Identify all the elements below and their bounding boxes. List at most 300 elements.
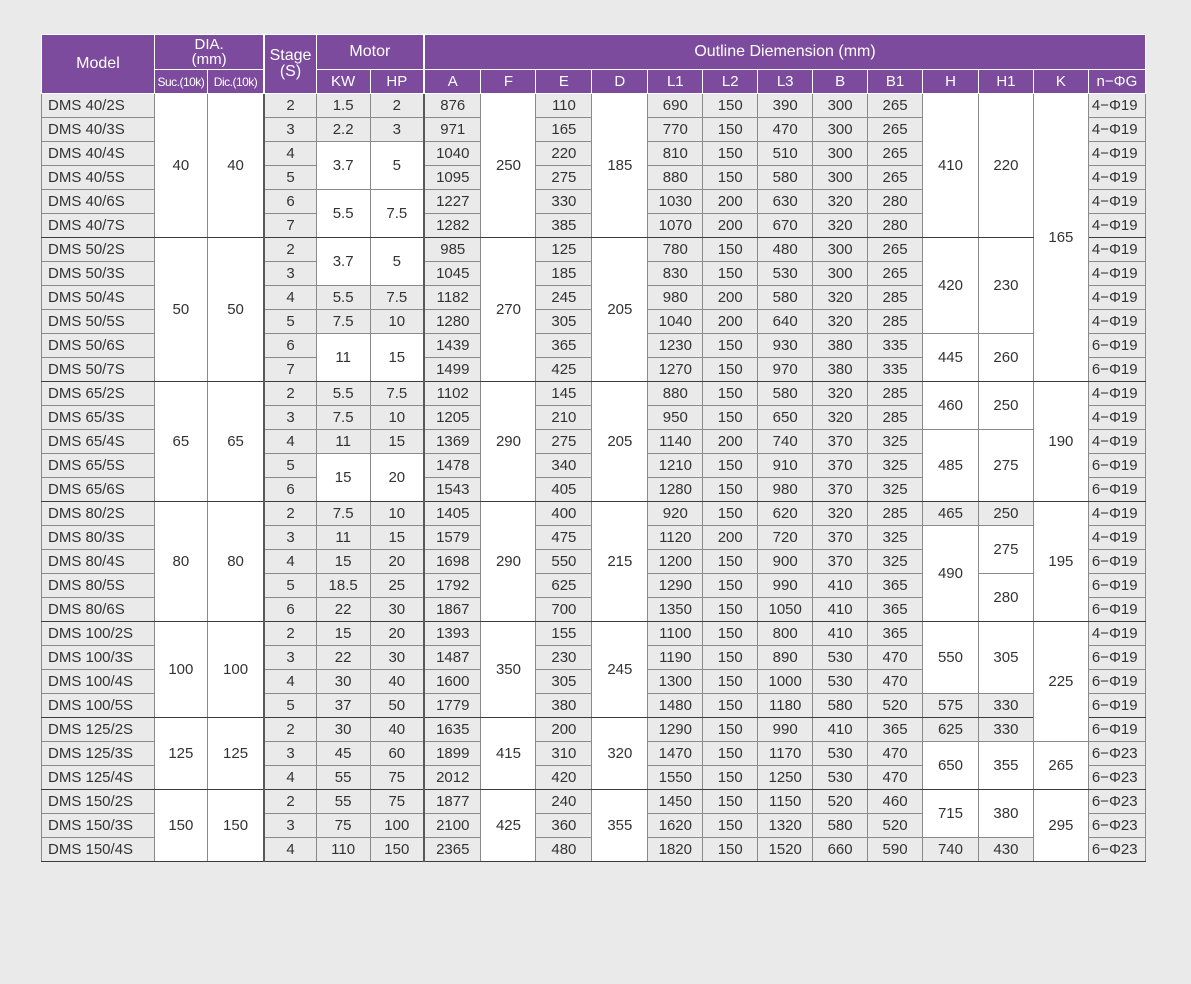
cell-l1: 1120 <box>648 526 703 550</box>
dia-header-line2: (mm) <box>191 51 227 68</box>
cell-l3: 480 <box>758 238 813 262</box>
cell-kw: 7.5 <box>316 406 370 430</box>
cell-l2: 200 <box>703 310 758 334</box>
cell-l3: 510 <box>758 142 813 166</box>
spec-table <box>41 34 1146 862</box>
cell-b: 370 <box>813 550 868 574</box>
cell-model: DMS 125/4S <box>42 766 155 790</box>
cell-b: 370 <box>813 454 868 478</box>
cell-l3: 650 <box>758 406 813 430</box>
cell-dic: 80 <box>207 502 264 622</box>
cell-b1: 470 <box>868 742 923 766</box>
cell-n-g: 6−Φ23 <box>1088 766 1145 790</box>
cell-h1: 220 <box>978 94 1033 238</box>
cell-model: DMS 50/2S <box>42 238 155 262</box>
cell-l3: 930 <box>758 334 813 358</box>
cell-l2: 150 <box>703 694 758 718</box>
cell-d: 205 <box>592 238 648 382</box>
cell-hp: 50 <box>370 694 424 718</box>
cell-e: 305 <box>536 670 592 694</box>
cell-n-g: 6−Φ23 <box>1088 838 1145 862</box>
cell-b1: 325 <box>868 526 923 550</box>
cell-model: DMS 40/7S <box>42 214 155 238</box>
cell-hp: 5 <box>370 238 424 286</box>
cell-l1: 1450 <box>648 790 703 814</box>
cell-b1: 265 <box>868 94 923 118</box>
cell-b: 320 <box>813 406 868 430</box>
cell-hp: 10 <box>370 310 424 334</box>
cell-e: 155 <box>536 622 592 646</box>
col-header-l3: L3 <box>758 70 813 94</box>
cell-k: 265 <box>1033 742 1088 790</box>
col-header-l1: L1 <box>648 70 703 94</box>
cell-dic: 40 <box>207 94 264 238</box>
cell-model: DMS 80/4S <box>42 550 155 574</box>
cell-e: 110 <box>536 94 592 118</box>
cell-kw: 5.5 <box>316 286 370 310</box>
dia-header <box>154 35 264 70</box>
cell-a: 1205 <box>424 406 481 430</box>
cell-model: DMS 40/5S <box>42 166 155 190</box>
cell-n-g: 4−Φ19 <box>1088 430 1145 454</box>
cell-kw: 55 <box>316 790 370 814</box>
cell-l1: 1280 <box>648 478 703 502</box>
cell-b: 300 <box>813 142 868 166</box>
cell-hp: 30 <box>370 598 424 622</box>
cell-e: 240 <box>536 790 592 814</box>
cell-stage: 3 <box>264 646 316 670</box>
cell-n-g: 4−Φ19 <box>1088 166 1145 190</box>
cell-e: 340 <box>536 454 592 478</box>
cell-a: 1182 <box>424 286 481 310</box>
cell-b: 530 <box>813 766 868 790</box>
cell-l1: 810 <box>648 142 703 166</box>
cell-stage: 3 <box>264 406 316 430</box>
cell-dic: 125 <box>207 718 264 790</box>
cell-h: 715 <box>923 790 979 838</box>
cell-kw: 75 <box>316 814 370 838</box>
cell-b: 320 <box>813 310 868 334</box>
cell-k: 195 <box>1033 502 1088 622</box>
cell-n-g: 6−Φ19 <box>1088 670 1145 694</box>
cell-kw: 2.2 <box>316 118 370 142</box>
cell-n-g: 6−Φ23 <box>1088 742 1145 766</box>
cell-h1: 280 <box>978 574 1033 622</box>
table-row <box>42 718 1146 742</box>
cell-model: DMS 40/6S <box>42 190 155 214</box>
cell-a: 1698 <box>424 550 481 574</box>
cell-b1: 365 <box>868 622 923 646</box>
cell-b: 370 <box>813 478 868 502</box>
cell-hp: 3 <box>370 118 424 142</box>
cell-model: DMS 65/2S <box>42 382 155 406</box>
cell-l1: 1100 <box>648 622 703 646</box>
cell-n-g: 4−Φ19 <box>1088 214 1145 238</box>
cell-b1: 265 <box>868 238 923 262</box>
cell-e: 230 <box>536 646 592 670</box>
cell-l2: 150 <box>703 454 758 478</box>
cell-n-g: 6−Φ19 <box>1088 454 1145 478</box>
cell-b1: 520 <box>868 814 923 838</box>
cell-n-g: 6−Φ19 <box>1088 358 1145 382</box>
cell-l1: 1350 <box>648 598 703 622</box>
cell-kw: 22 <box>316 646 370 670</box>
cell-hp: 15 <box>370 430 424 454</box>
col-header-h: H <box>923 70 979 94</box>
col-header-d: D <box>592 70 648 94</box>
cell-l3: 740 <box>758 430 813 454</box>
cell-l1: 1140 <box>648 430 703 454</box>
cell-h: 550 <box>923 622 979 694</box>
stage-header <box>264 35 316 94</box>
suc-header: Suc.(10k) <box>154 70 207 94</box>
cell-b: 530 <box>813 742 868 766</box>
cell-h1: 260 <box>978 334 1033 382</box>
table-row <box>42 94 1146 118</box>
cell-e: 200 <box>536 718 592 742</box>
cell-n-g: 6−Φ19 <box>1088 598 1145 622</box>
cell-h: 410 <box>923 94 979 238</box>
cell-h1: 250 <box>978 382 1033 430</box>
table-row <box>42 502 1146 526</box>
cell-stage: 5 <box>264 574 316 598</box>
cell-e: 625 <box>536 574 592 598</box>
cell-l3: 1170 <box>758 742 813 766</box>
cell-model: DMS 100/4S <box>42 670 155 694</box>
cell-model: DMS 50/4S <box>42 286 155 310</box>
cell-kw: 7.5 <box>316 310 370 334</box>
cell-l1: 690 <box>648 94 703 118</box>
cell-l3: 990 <box>758 574 813 598</box>
cell-hp: 15 <box>370 334 424 382</box>
cell-h: 420 <box>923 238 979 334</box>
cell-f: 290 <box>481 382 536 502</box>
cell-e: 210 <box>536 406 592 430</box>
cell-stage: 6 <box>264 478 316 502</box>
cell-kw: 11 <box>316 430 370 454</box>
cell-l1: 1820 <box>648 838 703 862</box>
cell-h: 490 <box>923 526 979 622</box>
cell-a: 1405 <box>424 502 481 526</box>
col-header-l2: L2 <box>703 70 758 94</box>
cell-a: 1393 <box>424 622 481 646</box>
cell-a: 1487 <box>424 646 481 670</box>
cell-model: DMS 150/4S <box>42 838 155 862</box>
cell-l2: 150 <box>703 334 758 358</box>
table-row <box>42 238 1146 262</box>
cell-n-g: 4−Φ19 <box>1088 526 1145 550</box>
cell-b: 320 <box>813 502 868 526</box>
cell-hp: 15 <box>370 526 424 550</box>
cell-hp: 20 <box>370 454 424 502</box>
cell-l3: 530 <box>758 262 813 286</box>
cell-b1: 470 <box>868 766 923 790</box>
cell-b: 300 <box>813 118 868 142</box>
cell-l1: 880 <box>648 166 703 190</box>
cell-f: 270 <box>481 238 536 382</box>
cell-l3: 640 <box>758 310 813 334</box>
cell-model: DMS 100/3S <box>42 646 155 670</box>
outline-header: Outline Diemension (mm) <box>424 35 1145 70</box>
cell-e: 400 <box>536 502 592 526</box>
cell-n-g: 6−Φ19 <box>1088 574 1145 598</box>
cell-stage: 4 <box>264 142 316 166</box>
cell-stage: 7 <box>264 214 316 238</box>
cell-dic: 100 <box>207 622 264 718</box>
cell-stage: 2 <box>264 790 316 814</box>
col-header-b: B <box>813 70 868 94</box>
cell-b1: 365 <box>868 718 923 742</box>
cell-l2: 150 <box>703 502 758 526</box>
cell-a: 1899 <box>424 742 481 766</box>
cell-a: 1579 <box>424 526 481 550</box>
cell-n-g: 4−Φ19 <box>1088 286 1145 310</box>
cell-a: 1499 <box>424 358 481 382</box>
cell-n-g: 4−Φ19 <box>1088 406 1145 430</box>
cell-l2: 150 <box>703 814 758 838</box>
cell-suc: 150 <box>154 790 207 862</box>
cell-e: 305 <box>536 310 592 334</box>
cell-l2: 150 <box>703 718 758 742</box>
cell-l2: 150 <box>703 238 758 262</box>
cell-b: 300 <box>813 166 868 190</box>
header-row-top <box>42 35 1146 70</box>
cell-kw: 15 <box>316 622 370 646</box>
cell-l2: 150 <box>703 670 758 694</box>
cell-l1: 1620 <box>648 814 703 838</box>
col-header-h1: H1 <box>978 70 1033 94</box>
cell-h1: 430 <box>978 838 1033 862</box>
cell-b: 320 <box>813 214 868 238</box>
cell-b1: 265 <box>868 142 923 166</box>
cell-n-g: 4−Φ19 <box>1088 622 1145 646</box>
cell-b1: 590 <box>868 838 923 862</box>
cell-dic: 50 <box>207 238 264 382</box>
cell-e: 245 <box>536 286 592 310</box>
cell-e: 165 <box>536 118 592 142</box>
cell-d: 245 <box>592 622 648 718</box>
cell-n-g: 4−Φ19 <box>1088 142 1145 166</box>
cell-b: 660 <box>813 838 868 862</box>
cell-l2: 200 <box>703 286 758 310</box>
cell-a: 2012 <box>424 766 481 790</box>
cell-l2: 150 <box>703 142 758 166</box>
cell-kw: 15 <box>316 550 370 574</box>
cell-b1: 365 <box>868 598 923 622</box>
cell-l1: 1290 <box>648 718 703 742</box>
cell-k: 190 <box>1033 382 1088 502</box>
cell-a: 1635 <box>424 718 481 742</box>
cell-l2: 150 <box>703 646 758 670</box>
cell-model: DMS 65/6S <box>42 478 155 502</box>
cell-f: 350 <box>481 622 536 718</box>
cell-n-g: 4−Φ19 <box>1088 262 1145 286</box>
cell-n-g: 6−Φ19 <box>1088 694 1145 718</box>
cell-stage: 4 <box>264 838 316 862</box>
cell-kw: 45 <box>316 742 370 766</box>
cell-e: 125 <box>536 238 592 262</box>
cell-model: DMS 100/2S <box>42 622 155 646</box>
cell-h1: 275 <box>978 430 1033 502</box>
col-header-e: E <box>536 70 592 94</box>
cell-a: 1369 <box>424 430 481 454</box>
cell-a: 1543 <box>424 478 481 502</box>
cell-l3: 390 <box>758 94 813 118</box>
cell-n-g: 4−Φ19 <box>1088 238 1145 262</box>
cell-hp: 75 <box>370 766 424 790</box>
cell-b: 410 <box>813 574 868 598</box>
cell-l1: 1030 <box>648 190 703 214</box>
cell-stage: 5 <box>264 454 316 478</box>
cell-l3: 900 <box>758 550 813 574</box>
cell-l1: 770 <box>648 118 703 142</box>
cell-h1: 380 <box>978 790 1033 838</box>
cell-b: 520 <box>813 790 868 814</box>
cell-hp: 40 <box>370 670 424 694</box>
cell-b: 370 <box>813 430 868 454</box>
cell-l2: 150 <box>703 94 758 118</box>
cell-l1: 1040 <box>648 310 703 334</box>
cell-d: 215 <box>592 502 648 622</box>
cell-model: DMS 150/2S <box>42 790 155 814</box>
cell-l2: 150 <box>703 478 758 502</box>
cell-b: 410 <box>813 598 868 622</box>
cell-h: 485 <box>923 430 979 502</box>
cell-d: 355 <box>592 790 648 862</box>
cell-l3: 800 <box>758 622 813 646</box>
cell-h: 445 <box>923 334 979 382</box>
cell-b1: 325 <box>868 454 923 478</box>
cell-l2: 200 <box>703 214 758 238</box>
cell-model: DMS 50/6S <box>42 334 155 358</box>
cell-suc: 80 <box>154 502 207 622</box>
kw-header: KW <box>316 70 370 94</box>
cell-l3: 1050 <box>758 598 813 622</box>
cell-b1: 285 <box>868 286 923 310</box>
cell-b: 530 <box>813 646 868 670</box>
cell-d: 320 <box>592 718 648 790</box>
cell-stage: 3 <box>264 742 316 766</box>
cell-b1: 265 <box>868 166 923 190</box>
model-header: Model <box>42 35 155 94</box>
cell-l2: 200 <box>703 190 758 214</box>
cell-kw: 55 <box>316 766 370 790</box>
cell-h: 650 <box>923 742 979 790</box>
col-header-n-g: n−ΦG <box>1088 70 1145 94</box>
cell-l3: 630 <box>758 190 813 214</box>
cell-model: DMS 100/5S <box>42 694 155 718</box>
cell-l2: 150 <box>703 766 758 790</box>
cell-k: 295 <box>1033 790 1088 862</box>
cell-h1: 250 <box>978 502 1033 526</box>
cell-e: 380 <box>536 694 592 718</box>
cell-n-g: 6−Φ19 <box>1088 478 1145 502</box>
cell-hp: 60 <box>370 742 424 766</box>
cell-model: DMS 80/6S <box>42 598 155 622</box>
cell-kw: 30 <box>316 718 370 742</box>
cell-l1: 1480 <box>648 694 703 718</box>
cell-l2: 150 <box>703 598 758 622</box>
cell-b1: 265 <box>868 262 923 286</box>
cell-n-g: 4−Φ19 <box>1088 310 1145 334</box>
cell-l1: 780 <box>648 238 703 262</box>
cell-n-g: 4−Φ19 <box>1088 502 1145 526</box>
cell-b1: 285 <box>868 382 923 406</box>
cell-stage: 4 <box>264 550 316 574</box>
cell-b: 380 <box>813 334 868 358</box>
stage-header-line1: Stage <box>269 47 312 64</box>
cell-model: DMS 125/2S <box>42 718 155 742</box>
cell-hp: 20 <box>370 622 424 646</box>
cell-l1: 1290 <box>648 574 703 598</box>
cell-stage: 3 <box>264 526 316 550</box>
cell-e: 275 <box>536 430 592 454</box>
col-header-f: F <box>481 70 536 94</box>
cell-kw: 7.5 <box>316 502 370 526</box>
hp-header: HP <box>370 70 424 94</box>
cell-b: 320 <box>813 382 868 406</box>
cell-stage: 4 <box>264 766 316 790</box>
cell-l3: 990 <box>758 718 813 742</box>
cell-l1: 880 <box>648 382 703 406</box>
col-header-a: A <box>424 70 481 94</box>
cell-b1: 335 <box>868 358 923 382</box>
cell-b1: 280 <box>868 214 923 238</box>
cell-stage: 6 <box>264 334 316 358</box>
cell-model: DMS 50/5S <box>42 310 155 334</box>
cell-l3: 890 <box>758 646 813 670</box>
cell-hp: 7.5 <box>370 286 424 310</box>
cell-kw: 5.5 <box>316 382 370 406</box>
stage-header-line2: (S) <box>279 63 302 80</box>
cell-h: 575 <box>923 694 979 718</box>
cell-b1: 285 <box>868 502 923 526</box>
cell-l3: 580 <box>758 166 813 190</box>
cell-l2: 150 <box>703 118 758 142</box>
cell-f: 415 <box>481 718 536 790</box>
cell-l3: 970 <box>758 358 813 382</box>
cell-stage: 2 <box>264 382 316 406</box>
cell-h: 465 <box>923 502 979 526</box>
cell-l3: 910 <box>758 454 813 478</box>
cell-l2: 150 <box>703 838 758 862</box>
cell-stage: 6 <box>264 190 316 214</box>
table-row <box>42 790 1146 814</box>
cell-l1: 1210 <box>648 454 703 478</box>
cell-l1: 950 <box>648 406 703 430</box>
cell-f: 290 <box>481 502 536 622</box>
cell-b1: 285 <box>868 406 923 430</box>
cell-kw: 30 <box>316 670 370 694</box>
cell-l3: 720 <box>758 526 813 550</box>
cell-l1: 1270 <box>648 358 703 382</box>
cell-suc: 40 <box>154 94 207 238</box>
cell-stage: 2 <box>264 622 316 646</box>
cell-n-g: 6−Φ23 <box>1088 790 1145 814</box>
cell-l3: 620 <box>758 502 813 526</box>
cell-model: DMS 150/3S <box>42 814 155 838</box>
cell-b: 300 <box>813 238 868 262</box>
spec-body <box>42 94 1146 862</box>
cell-model: DMS 65/3S <box>42 406 155 430</box>
cell-h: 740 <box>923 838 979 862</box>
cell-kw: 3.7 <box>316 238 370 286</box>
cell-stage: 3 <box>264 814 316 838</box>
cell-a: 1095 <box>424 166 481 190</box>
cell-l2: 150 <box>703 790 758 814</box>
cell-e: 405 <box>536 478 592 502</box>
cell-b: 580 <box>813 694 868 718</box>
